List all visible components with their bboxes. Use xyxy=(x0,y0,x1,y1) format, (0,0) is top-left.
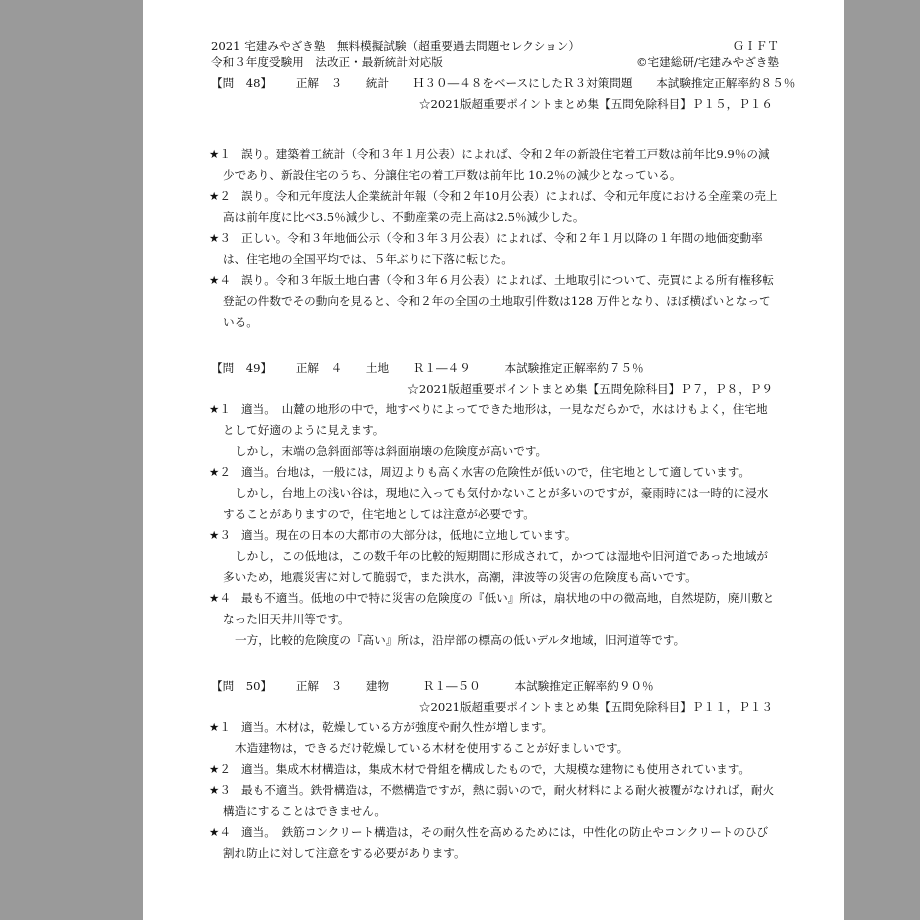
item-continuation: 一方，比較的危険度の『高い』所は，沿岸部の標高の低いデルタ地域，旧河道等です。 xyxy=(235,633,686,647)
answer-item xyxy=(211,144,779,186)
question-answer: 正解 ４ xyxy=(295,361,343,375)
question-topic: 建物 xyxy=(365,679,390,693)
item-text: 正しい。令和３年地価公示（令和３年３月公表）によれば、令和２年１月以降の１年間の地価変動率は、住宅地の全国平均では、５年ぶりに下落に転じた。 xyxy=(223,231,763,266)
item-number: ★１ xyxy=(209,402,231,416)
question-topic: 統計 xyxy=(365,76,390,90)
question-49-reference: ☆2021版超重要ポイントまとめ集【五問免除科目】Ｐ７，Ｐ８，Ｐ９ xyxy=(407,382,773,396)
question-50-heading xyxy=(211,676,779,697)
item-text: 誤り。令和３年版土地白書（令和３年６月公表）によれば、土地取引について、売買による所有権移転登記の件数でその動向を見ると、令和２年の全国の土地取引件数は128 万件となり、ほぼ横ばいとなっている。 xyxy=(223,273,774,329)
question-base: Ｒ１―４９ xyxy=(412,361,471,375)
item-text: 最も不適当。鉄骨構造は，不燃構造ですが，熱に弱いので，耐火材料による耐火被覆がなければ，耐火構造にすることはできません。 xyxy=(223,783,775,818)
item-number: ★４ xyxy=(209,591,231,605)
item-number: ★２ xyxy=(209,189,231,203)
answer-item xyxy=(211,228,779,270)
question-rate: 本試験推定正解率約７５％ xyxy=(504,361,644,375)
item-continuation: しかし，この低地は，この数千年の比較的短期間に形成されて，かつては湿地や旧河道であった地域が多いため，地震災害に対して脆弱で，また洪水，高潮，津波等の災害の危険度も高いです。 xyxy=(223,549,768,584)
header-copyright: ©宅建総研/宅建みやざき塾 xyxy=(635,55,779,69)
item-number: ★３ xyxy=(209,783,231,797)
item-text: 適当。 鉄筋コンクリート構造は，その耐久性を高めるためには，中性化の防止やコンクリートのひび割れ防止に対して注意をする必要があります。 xyxy=(223,825,769,860)
question-number: 【問 48】 xyxy=(211,76,273,90)
question-answer: 正解 ３ xyxy=(295,679,343,693)
question-number: 【問 49】 xyxy=(211,361,273,375)
answer-item xyxy=(211,822,779,864)
item-number: ★４ xyxy=(209,825,231,839)
question-number: 【問 50】 xyxy=(211,679,273,693)
question-48-reference: ☆2021版超重要ポイントまとめ集【五問免除科目】Ｐ１５，Ｐ１６ xyxy=(418,97,773,111)
answer-item xyxy=(211,186,779,228)
item-text: 適当。集成木材構造は，集成木材で骨組を構成したもので，大規模な建物にも使用されています。 xyxy=(241,762,750,776)
answer-item xyxy=(211,759,779,780)
item-number: ★１ xyxy=(209,147,231,161)
header-subtitle: 令和３年度受験用 法改正・最新統計対応版 xyxy=(211,55,443,69)
item-number: ★４ xyxy=(209,273,231,287)
answer-item xyxy=(211,717,779,738)
answer-item xyxy=(211,588,779,630)
document-page xyxy=(143,0,844,920)
item-text: 適当。台地は，一般には，周辺よりも高く水害の危険性が低いので，住宅地として適しています。 xyxy=(241,465,750,479)
answer-item xyxy=(211,780,779,822)
question-50-reference: ☆2021版超重要ポイントまとめ集【五問免除科目】Ｐ１１，Ｐ１３ xyxy=(418,700,773,714)
item-number: ★１ xyxy=(209,720,231,734)
item-number: ★２ xyxy=(209,465,231,479)
header-line-2 xyxy=(211,54,779,70)
answer-item xyxy=(211,270,779,333)
answer-item xyxy=(211,399,779,441)
answer-item xyxy=(211,462,779,483)
item-text: 最も不適当。低地の中で特に災害の危険度の『低い』所は，扇状地の中の微高地，自然堤防，廃川敷となった旧天井川等です。 xyxy=(223,591,775,626)
page-content xyxy=(209,38,796,864)
question-rate: 本試験推定正解率約８５％ xyxy=(656,76,796,90)
question-48-heading xyxy=(211,73,796,94)
item-text: 適当。 山麓の地形の中で，地すべりによってできた地形は，一見なだらかで，水はけもよく，住宅地として好適のように見えます。 xyxy=(223,402,768,437)
item-text: 適当。現在の日本の大都市の大部分は，低地に立地しています。 xyxy=(241,528,577,542)
item-continuation: しかし，台地上の浅い谷は，現地に入っても気付かないことが多いのですが，豪雨時には一時的に浸水することがありますので，住宅地としては注意が必要です。 xyxy=(223,486,769,521)
item-text: 適当。木材は，乾燥している方が強度や耐久性が増します。 xyxy=(241,720,554,734)
question-base: Ｒ１―５０ xyxy=(422,679,481,693)
answer-item xyxy=(211,525,779,546)
item-continuation: 木造建物は，できるだけ乾燥している木材を使用することが好ましいです。 xyxy=(235,741,629,755)
question-topic: 土地 xyxy=(365,361,390,375)
item-continuation: しかし，末端の急斜面部等は斜面崩壊の危険度が高いです。 xyxy=(235,444,548,458)
item-number: ★３ xyxy=(209,231,231,245)
question-rate: 本試験推定正解率約９０％ xyxy=(514,679,654,693)
item-number: ★２ xyxy=(209,762,231,776)
header-line-1 xyxy=(211,38,779,54)
item-text: 誤り。令和元年度法人企業統計年報（令和２年10月公表）によれば、令和元年度における全産業の売上高は前年度に比べ3.5％減少し、不動産業の売上高は2.5％減少した。 xyxy=(223,189,778,224)
question-base: Ｈ３０―４８をベースにしたＲ３対策問題 xyxy=(412,76,633,90)
header-brand: ＧＩＦＴ xyxy=(732,39,779,53)
header-title: 2021 宅建みやざき塾 無料模擬試験（超重要過去問題セレクション） xyxy=(211,39,580,53)
item-text: 誤り。建築着工統計（令和３年１月公表）によれば、令和２年の新設住宅着工戸数は前年比9.9％の減少であり、新設住宅のうち、分譲住宅の着工戸数は前年比 10.2％の減少となっている。 xyxy=(223,147,770,182)
item-number: ★３ xyxy=(209,528,231,542)
question-49-heading xyxy=(211,358,779,379)
question-answer: 正解 ３ xyxy=(295,76,343,90)
